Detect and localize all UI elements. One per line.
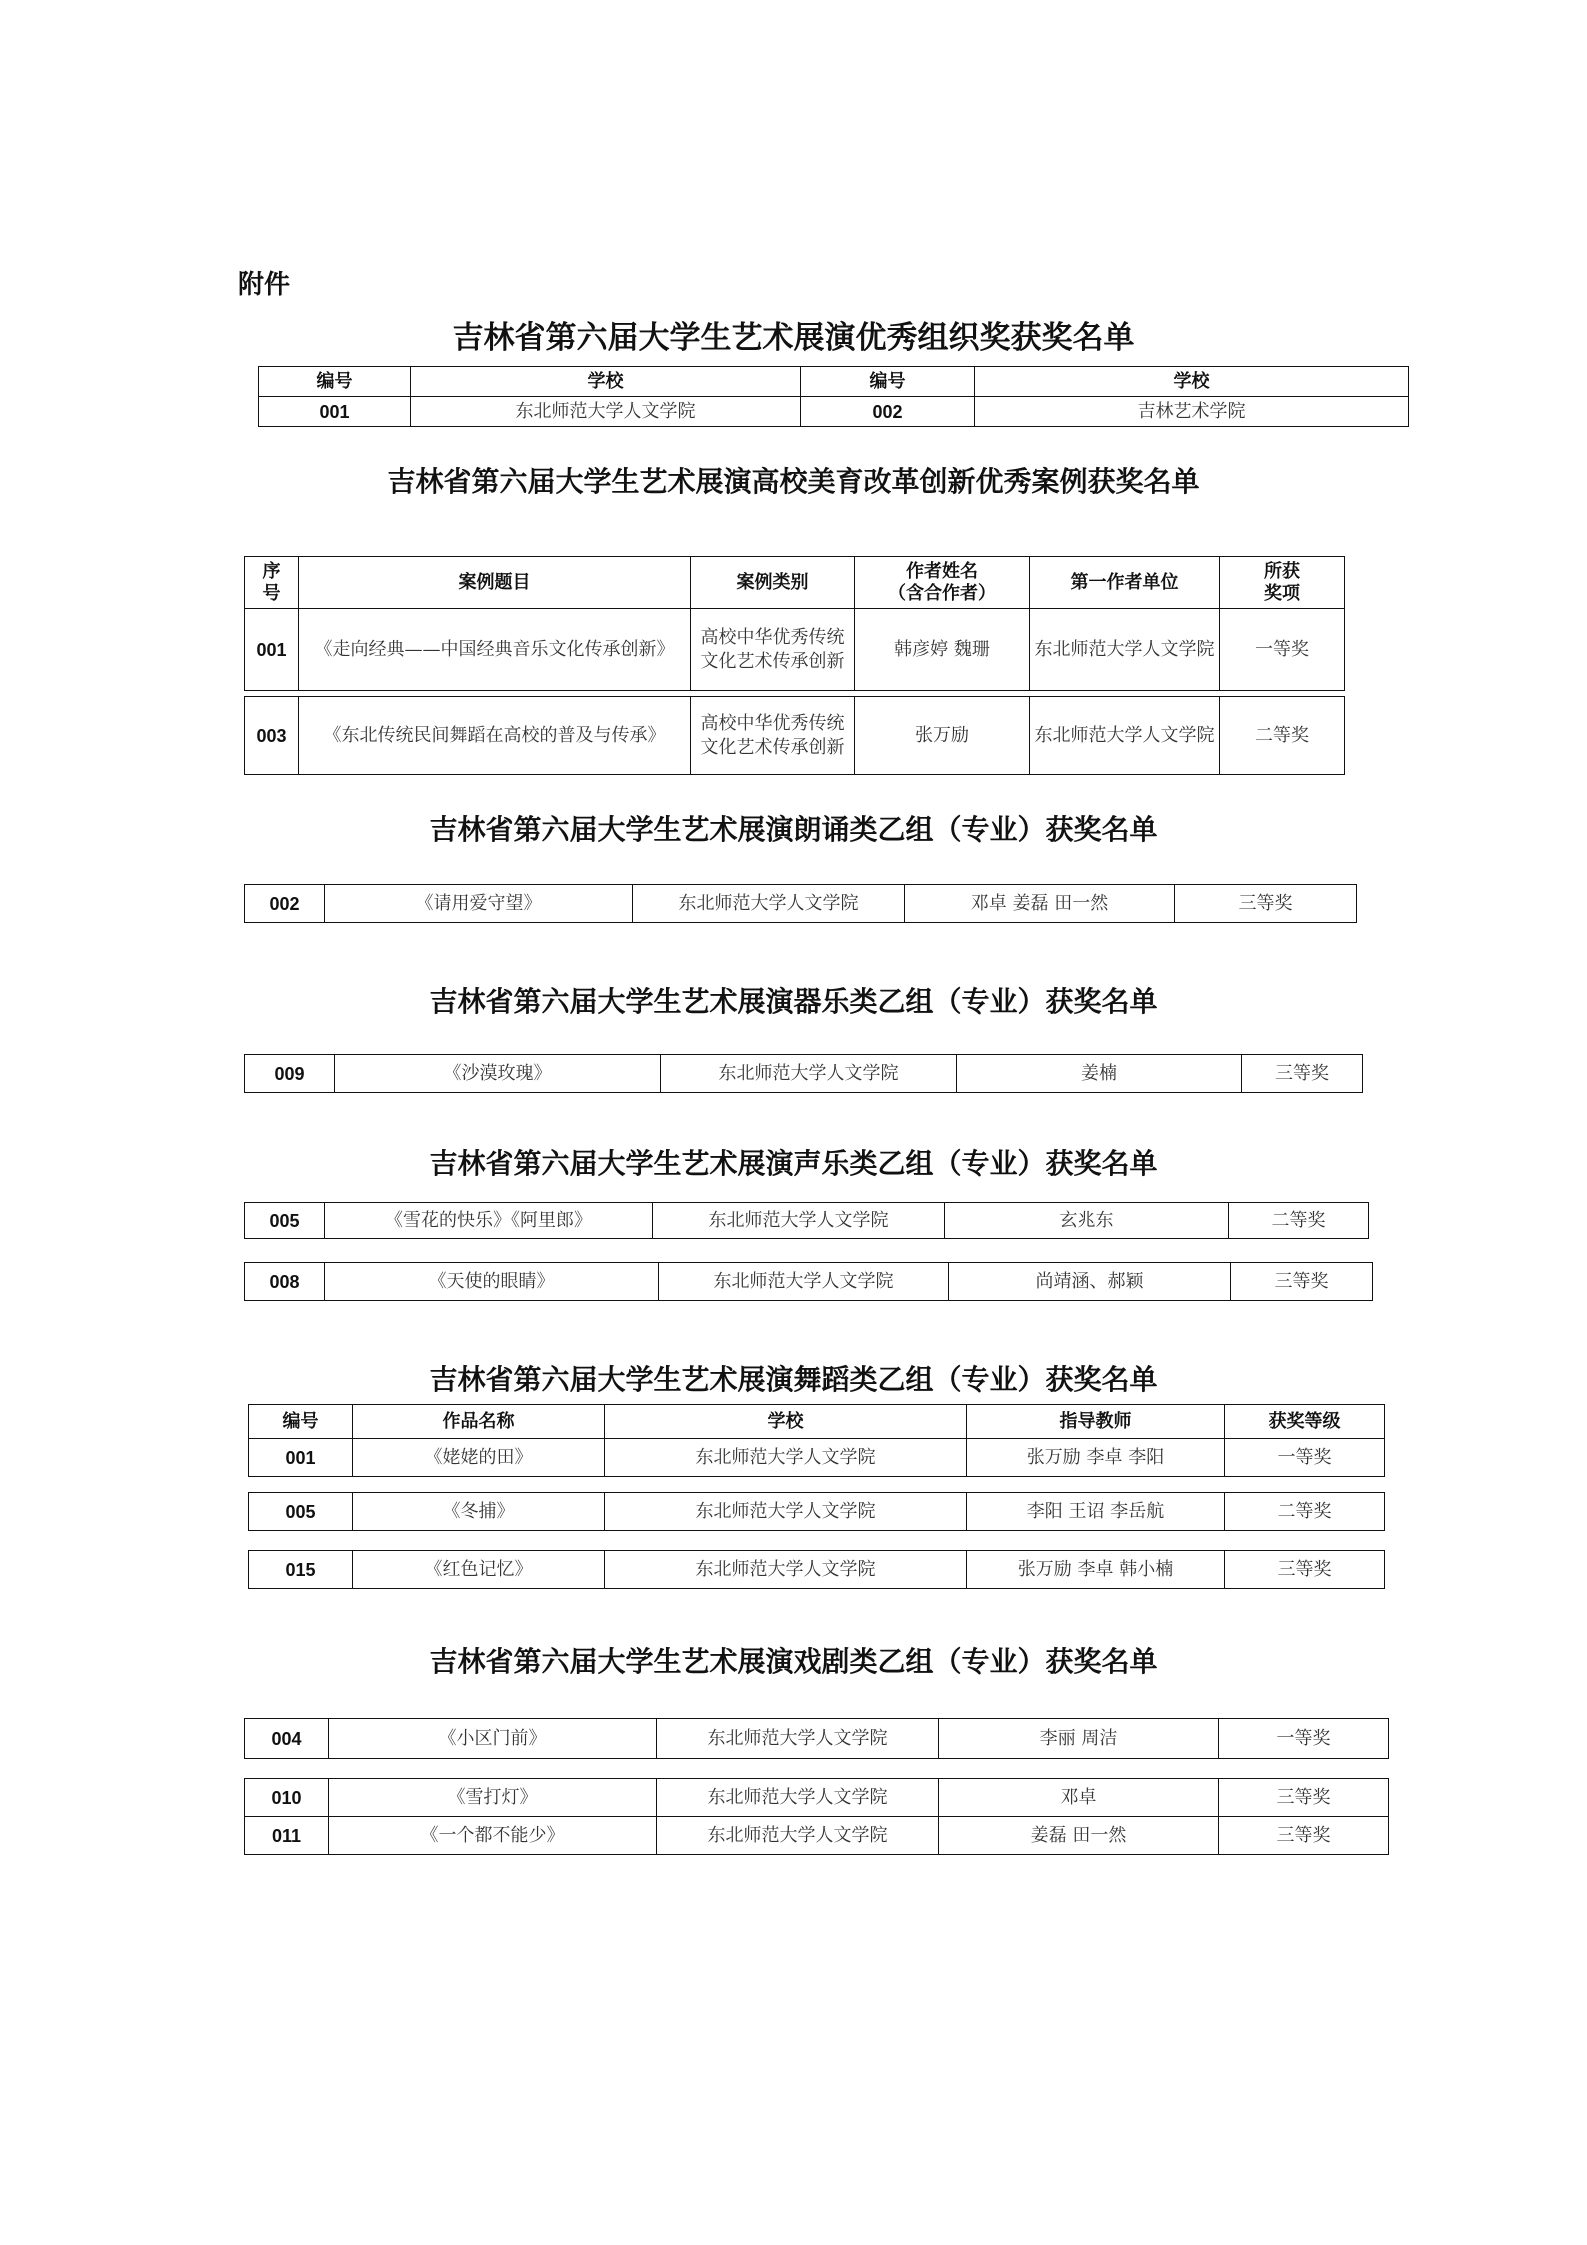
cell-code: 008 [245, 1263, 325, 1301]
cell-author: 张万励 [855, 697, 1030, 775]
header-case-title: 案例题目 [299, 557, 691, 609]
cell-code: 004 [245, 1719, 329, 1759]
drama-award-table-1 [244, 1718, 1389, 1759]
cell-unit: 东北师范大学人文学院 [1030, 609, 1220, 691]
cell-work: 《小区门前》 [329, 1719, 657, 1759]
cell-school: 东北师范大学人文学院 [633, 885, 905, 923]
dance-award-title: 吉林省第六届大学生艺术展演舞蹈类乙组（专业）获奖名单 [429, 1363, 1158, 1396]
cell-code: 001 [249, 1439, 353, 1477]
cell-work: 《冬捕》 [353, 1493, 605, 1531]
drama-award-table-2 [244, 1778, 1389, 1855]
vocal-award-title: 吉林省第六届大学生艺术展演声乐类乙组（专业）获奖名单 [429, 1147, 1158, 1180]
cell-work: 《一个都不能少》 [329, 1817, 657, 1855]
cell-code: 001 [259, 397, 411, 427]
cell-work: 《雪打灯》 [329, 1779, 657, 1817]
header-award: 所获 奖项 [1220, 557, 1345, 609]
header-author: 作者姓名 （含合作者） [855, 557, 1030, 609]
cell-award: 二等奖 [1220, 697, 1345, 775]
cell-names: 姜磊 田一然 [939, 1817, 1219, 1855]
case-award-header-table [244, 556, 1345, 691]
cell-award: 一等奖 [1219, 1719, 1389, 1759]
cell-names: 姜楠 [957, 1055, 1242, 1093]
header-code: 编号 [801, 367, 975, 397]
header-school: 学校 [975, 367, 1409, 397]
cell-case-category: 高校中华优秀传统文化艺术传承创新 [691, 609, 855, 691]
header-unit: 第一作者单位 [1030, 557, 1220, 609]
attachment-label: 附件 [238, 270, 291, 300]
vocal-award-table-1 [244, 1202, 1369, 1239]
cell-work: 《姥姥的田》 [353, 1439, 605, 1477]
cell-teacher: 张万励 李卓 李阳 [967, 1439, 1225, 1477]
cell-award: 一等奖 [1225, 1439, 1385, 1477]
cell-award: 一等奖 [1220, 609, 1345, 691]
cell-school: 东北师范大学人文学院 [411, 397, 801, 427]
cell-names: 尚靖涵、郝颖 [949, 1263, 1231, 1301]
cell-award: 三等奖 [1231, 1263, 1373, 1301]
cell-school: 东北师范大学人文学院 [659, 1263, 949, 1301]
cell-school: 东北师范大学人文学院 [657, 1719, 939, 1759]
header-school: 学校 [605, 1405, 967, 1439]
cell-award: 三等奖 [1219, 1817, 1389, 1855]
cell-award: 三等奖 [1225, 1551, 1385, 1589]
recite-award-table [244, 884, 1357, 923]
cell-code: 005 [245, 1203, 325, 1239]
cell-code: 015 [249, 1551, 353, 1589]
drama-award-title: 吉林省第六届大学生艺术展演戏剧类乙组（专业）获奖名单 [429, 1645, 1158, 1678]
cell-case-title: 《走向经典——中国经典音乐文化传承创新》 [299, 609, 691, 691]
cell-author: 韩彦婷 魏珊 [855, 609, 1030, 691]
cell-names: 玄兆东 [945, 1203, 1229, 1239]
cell-code: 002 [245, 885, 325, 923]
cell-code: 005 [249, 1493, 353, 1531]
cell-work: 《天使的眼睛》 [325, 1263, 659, 1301]
header-seq: 序 号 [245, 557, 299, 609]
recite-award-title: 吉林省第六届大学生艺术展演朗诵类乙组（专业）获奖名单 [429, 813, 1158, 846]
instrument-award-table [244, 1054, 1363, 1093]
cell-names: 邓卓 [939, 1779, 1219, 1817]
cell-school: 吉林艺术学院 [975, 397, 1409, 427]
cell-work: 《沙漠玫瑰》 [335, 1055, 661, 1093]
header-code: 编号 [259, 367, 411, 397]
case-award-title: 吉林省第六届大学生艺术展演高校美育改革创新优秀案例获奖名单 [387, 465, 1200, 498]
cell-school: 东北师范大学人文学院 [605, 1551, 967, 1589]
dance-award-table-2 [248, 1492, 1385, 1531]
header-school: 学校 [411, 367, 801, 397]
org-award-table [258, 366, 1409, 427]
cell-code: 002 [801, 397, 975, 427]
header-code: 编号 [249, 1405, 353, 1439]
instrument-award-title: 吉林省第六届大学生艺术展演器乐类乙组（专业）获奖名单 [429, 985, 1158, 1018]
cell-award: 三等奖 [1242, 1055, 1363, 1093]
cell-teacher: 张万励 李卓 韩小楠 [967, 1551, 1225, 1589]
cell-seq: 003 [245, 697, 299, 775]
cell-code: 011 [245, 1817, 329, 1855]
vocal-award-table-2 [244, 1262, 1373, 1301]
cell-teacher: 李阳 王诏 李岳航 [967, 1493, 1225, 1531]
cell-case-title: 《东北传统民间舞蹈在高校的普及与传承》 [299, 697, 691, 775]
header-award-level: 获奖等级 [1225, 1405, 1385, 1439]
dance-award-table [248, 1404, 1385, 1477]
cell-work: 《请用爱守望》 [325, 885, 633, 923]
cell-school: 东北师范大学人文学院 [657, 1779, 939, 1817]
header-work: 作品名称 [353, 1405, 605, 1439]
cell-school: 东北师范大学人文学院 [653, 1203, 945, 1239]
cell-award: 二等奖 [1225, 1493, 1385, 1531]
case-award-row-table [244, 696, 1345, 775]
org-award-title: 吉林省第六届大学生艺术展演优秀组织奖获奖名单 [452, 320, 1135, 356]
dance-award-table-3 [248, 1550, 1385, 1589]
cell-work: 《雪花的快乐》《阿里郎》 [325, 1203, 653, 1239]
cell-seq: 001 [245, 609, 299, 691]
cell-school: 东北师范大学人文学院 [661, 1055, 957, 1093]
cell-names: 李丽 周洁 [939, 1719, 1219, 1759]
cell-unit: 东北师范大学人文学院 [1030, 697, 1220, 775]
cell-award: 二等奖 [1229, 1203, 1369, 1239]
cell-school: 东北师范大学人文学院 [605, 1439, 967, 1477]
cell-work: 《红色记忆》 [353, 1551, 605, 1589]
cell-code: 010 [245, 1779, 329, 1817]
header-teacher: 指导教师 [967, 1405, 1225, 1439]
cell-case-category: 高校中华优秀传统文化艺术传承创新 [691, 697, 855, 775]
cell-code: 009 [245, 1055, 335, 1093]
header-case-category: 案例类别 [691, 557, 855, 609]
cell-school: 东北师范大学人文学院 [605, 1493, 967, 1531]
cell-award: 三等奖 [1219, 1779, 1389, 1817]
cell-award: 三等奖 [1175, 885, 1357, 923]
cell-names: 邓卓 姜磊 田一然 [905, 885, 1175, 923]
cell-school: 东北师范大学人文学院 [657, 1817, 939, 1855]
